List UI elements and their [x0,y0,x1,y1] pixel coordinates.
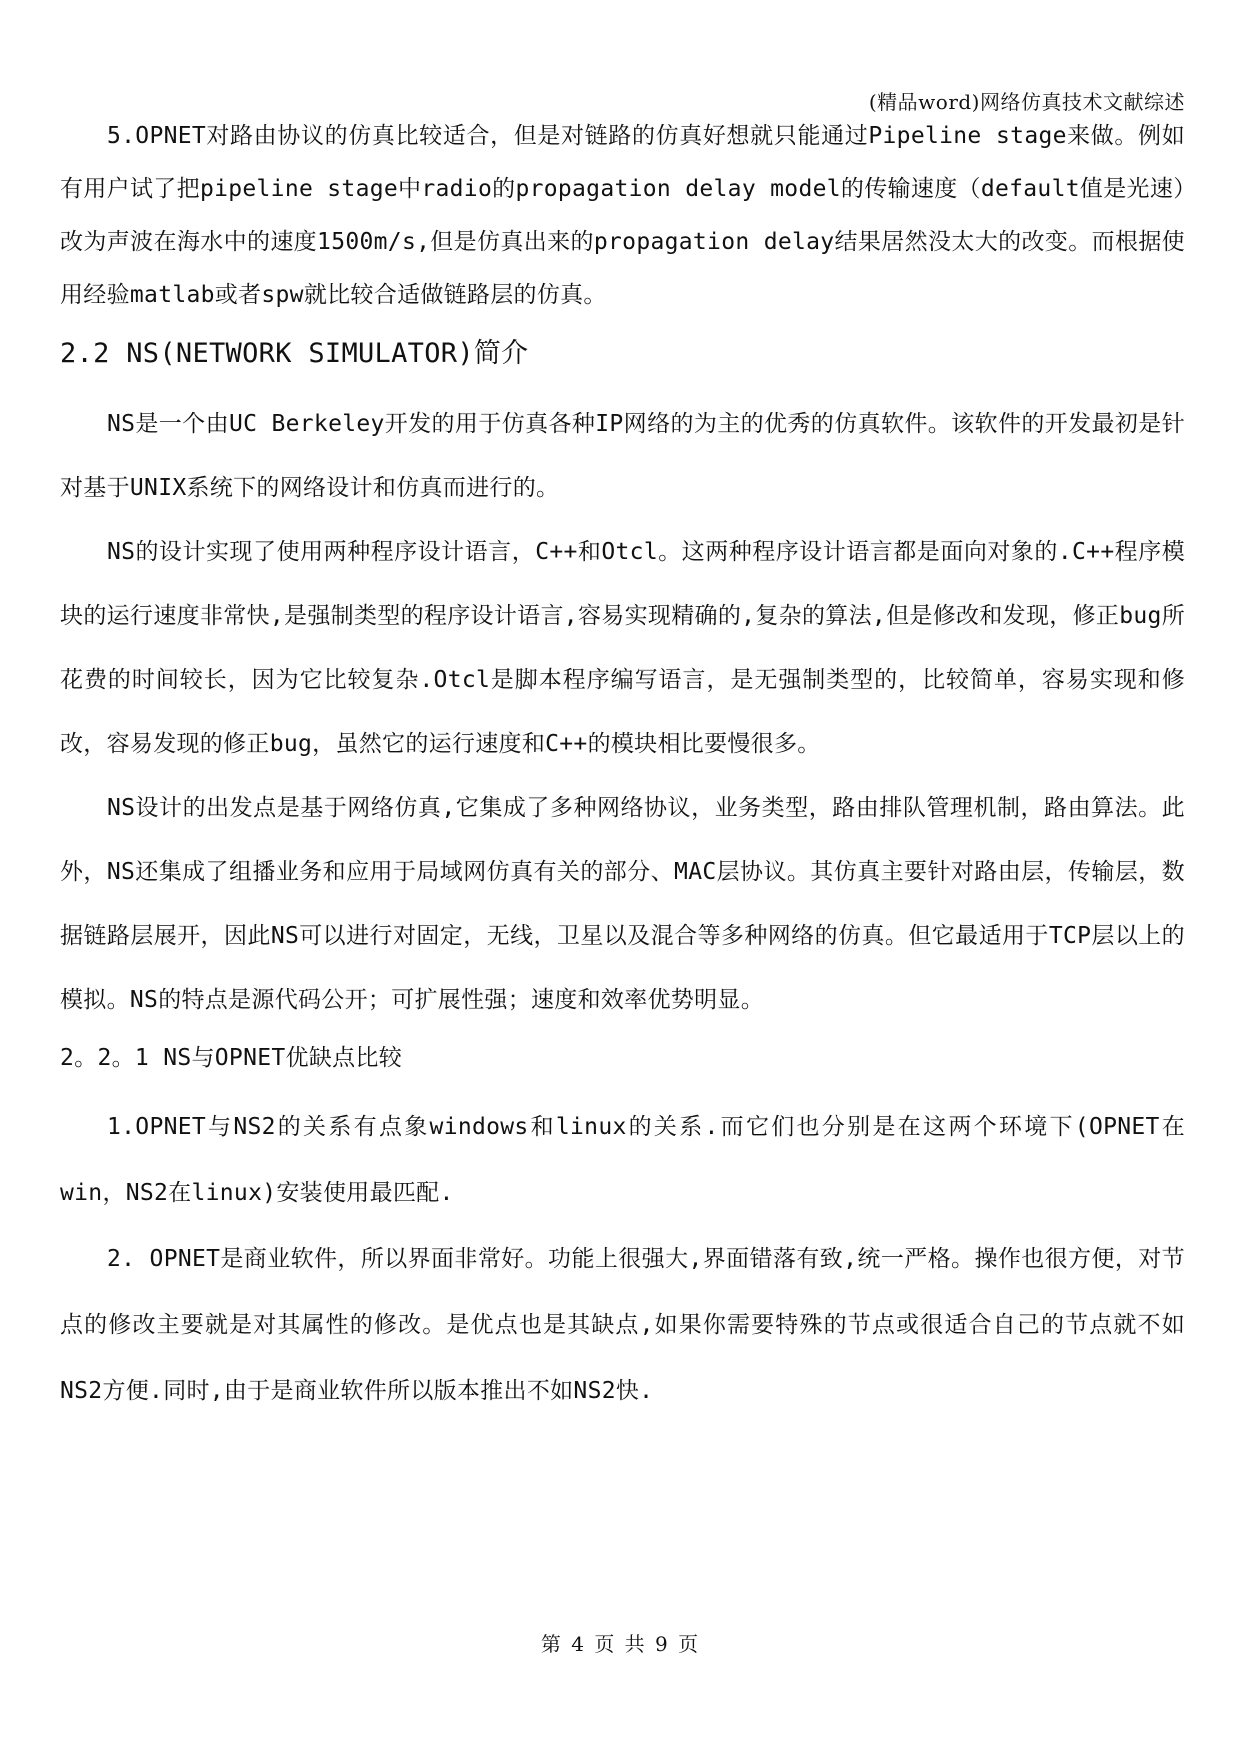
paragraph-ns-design: NS设计的出发点是基于网络仿真,它集成了多种网络协议，业务类型，路由排队管理机制，路由算法。此外，NS还集成了组播业务和应用于局域网仿真有关的部分、MAC层协议。其仿真主要针对路由层，传输层，数据链路层展开，因此NS可以进行对固定，无线，卫星以及混合等多种网络的仿真。但它最适用于TCP层以上的模拟。NS的特点是源代码公开；可扩展性强；速度和效率优势明显。 [60,795,1185,1013]
paragraph-ns-intro: NS是一个由UC Berkeley开发的用于仿真各种IP网络的为主的优秀的仿真软件。该软件的开发最初是针对基于UNIX系统下的网络设计和仿真而进行的。 [60,411,1185,501]
paragraph-opnet-5: 5.OPNET对路由协议的仿真比较适合，但是对链路的仿真好想就只能通过Pipeline stage来做。例如有用户试了把pipeline stage中radio的propagation delay model的传输速度（default值是光速）改为声波在海水中的速度1500m/s,但是仿真出来的propagation delay结果居然没太大的改变。而根据使用经验matlab或者spw就比较合适做链路层的仿真。 [60,123,1185,308]
paragraph-compare-2: 2. OPNET是商业软件，所以界面非常好。功能上很强大,界面错落有致,统一严格。操作也很方便，对节点的修改主要就是对其属性的修改。是优点也是其缺点,如果你需要特殊的节点或很适合自己的节点就不如NS2方便.同时,由于是商业软件所以版本推出不如NS2快. [60,1246,1185,1404]
subsection-title: 2。2。1 NS与OPNET优缺点比较 [60,1045,403,1071]
section-title: 2.2 NS(NETWORK SIMULATOR)简介 [60,338,529,369]
page-number: 第 4 页 共 9 页 [540,1632,701,1656]
paragraph-compare-1: 1.OPNET与NS2的关系有点象windows和linux的关系.而它们也分别是在这两个环境下(OPNET在win，NS2在linux)安装使用最匹配. [60,1114,1185,1206]
document-body [60,110,1185,1424]
running-header: (精品word)网络仿真技术文献综述 [868,90,1185,114]
paragraph-ns-languages: NS的设计实现了使用两种程序设计语言，C++和Otcl。这两种程序设计语言都是面向对象的.C++程序模块的运行速度非常快,是强制类型的程序设计语言,容易实现精确的,复杂的算法,但是修改和发现，修正bug所花费的时间较长，因为它比较复杂.Otcl是脚本程序编写语言，是无强制类型的，比较简单，容易实现和修改，容易发现的修正bug，虽然它的运行速度和C++的模块相比要慢很多。 [60,539,1185,757]
